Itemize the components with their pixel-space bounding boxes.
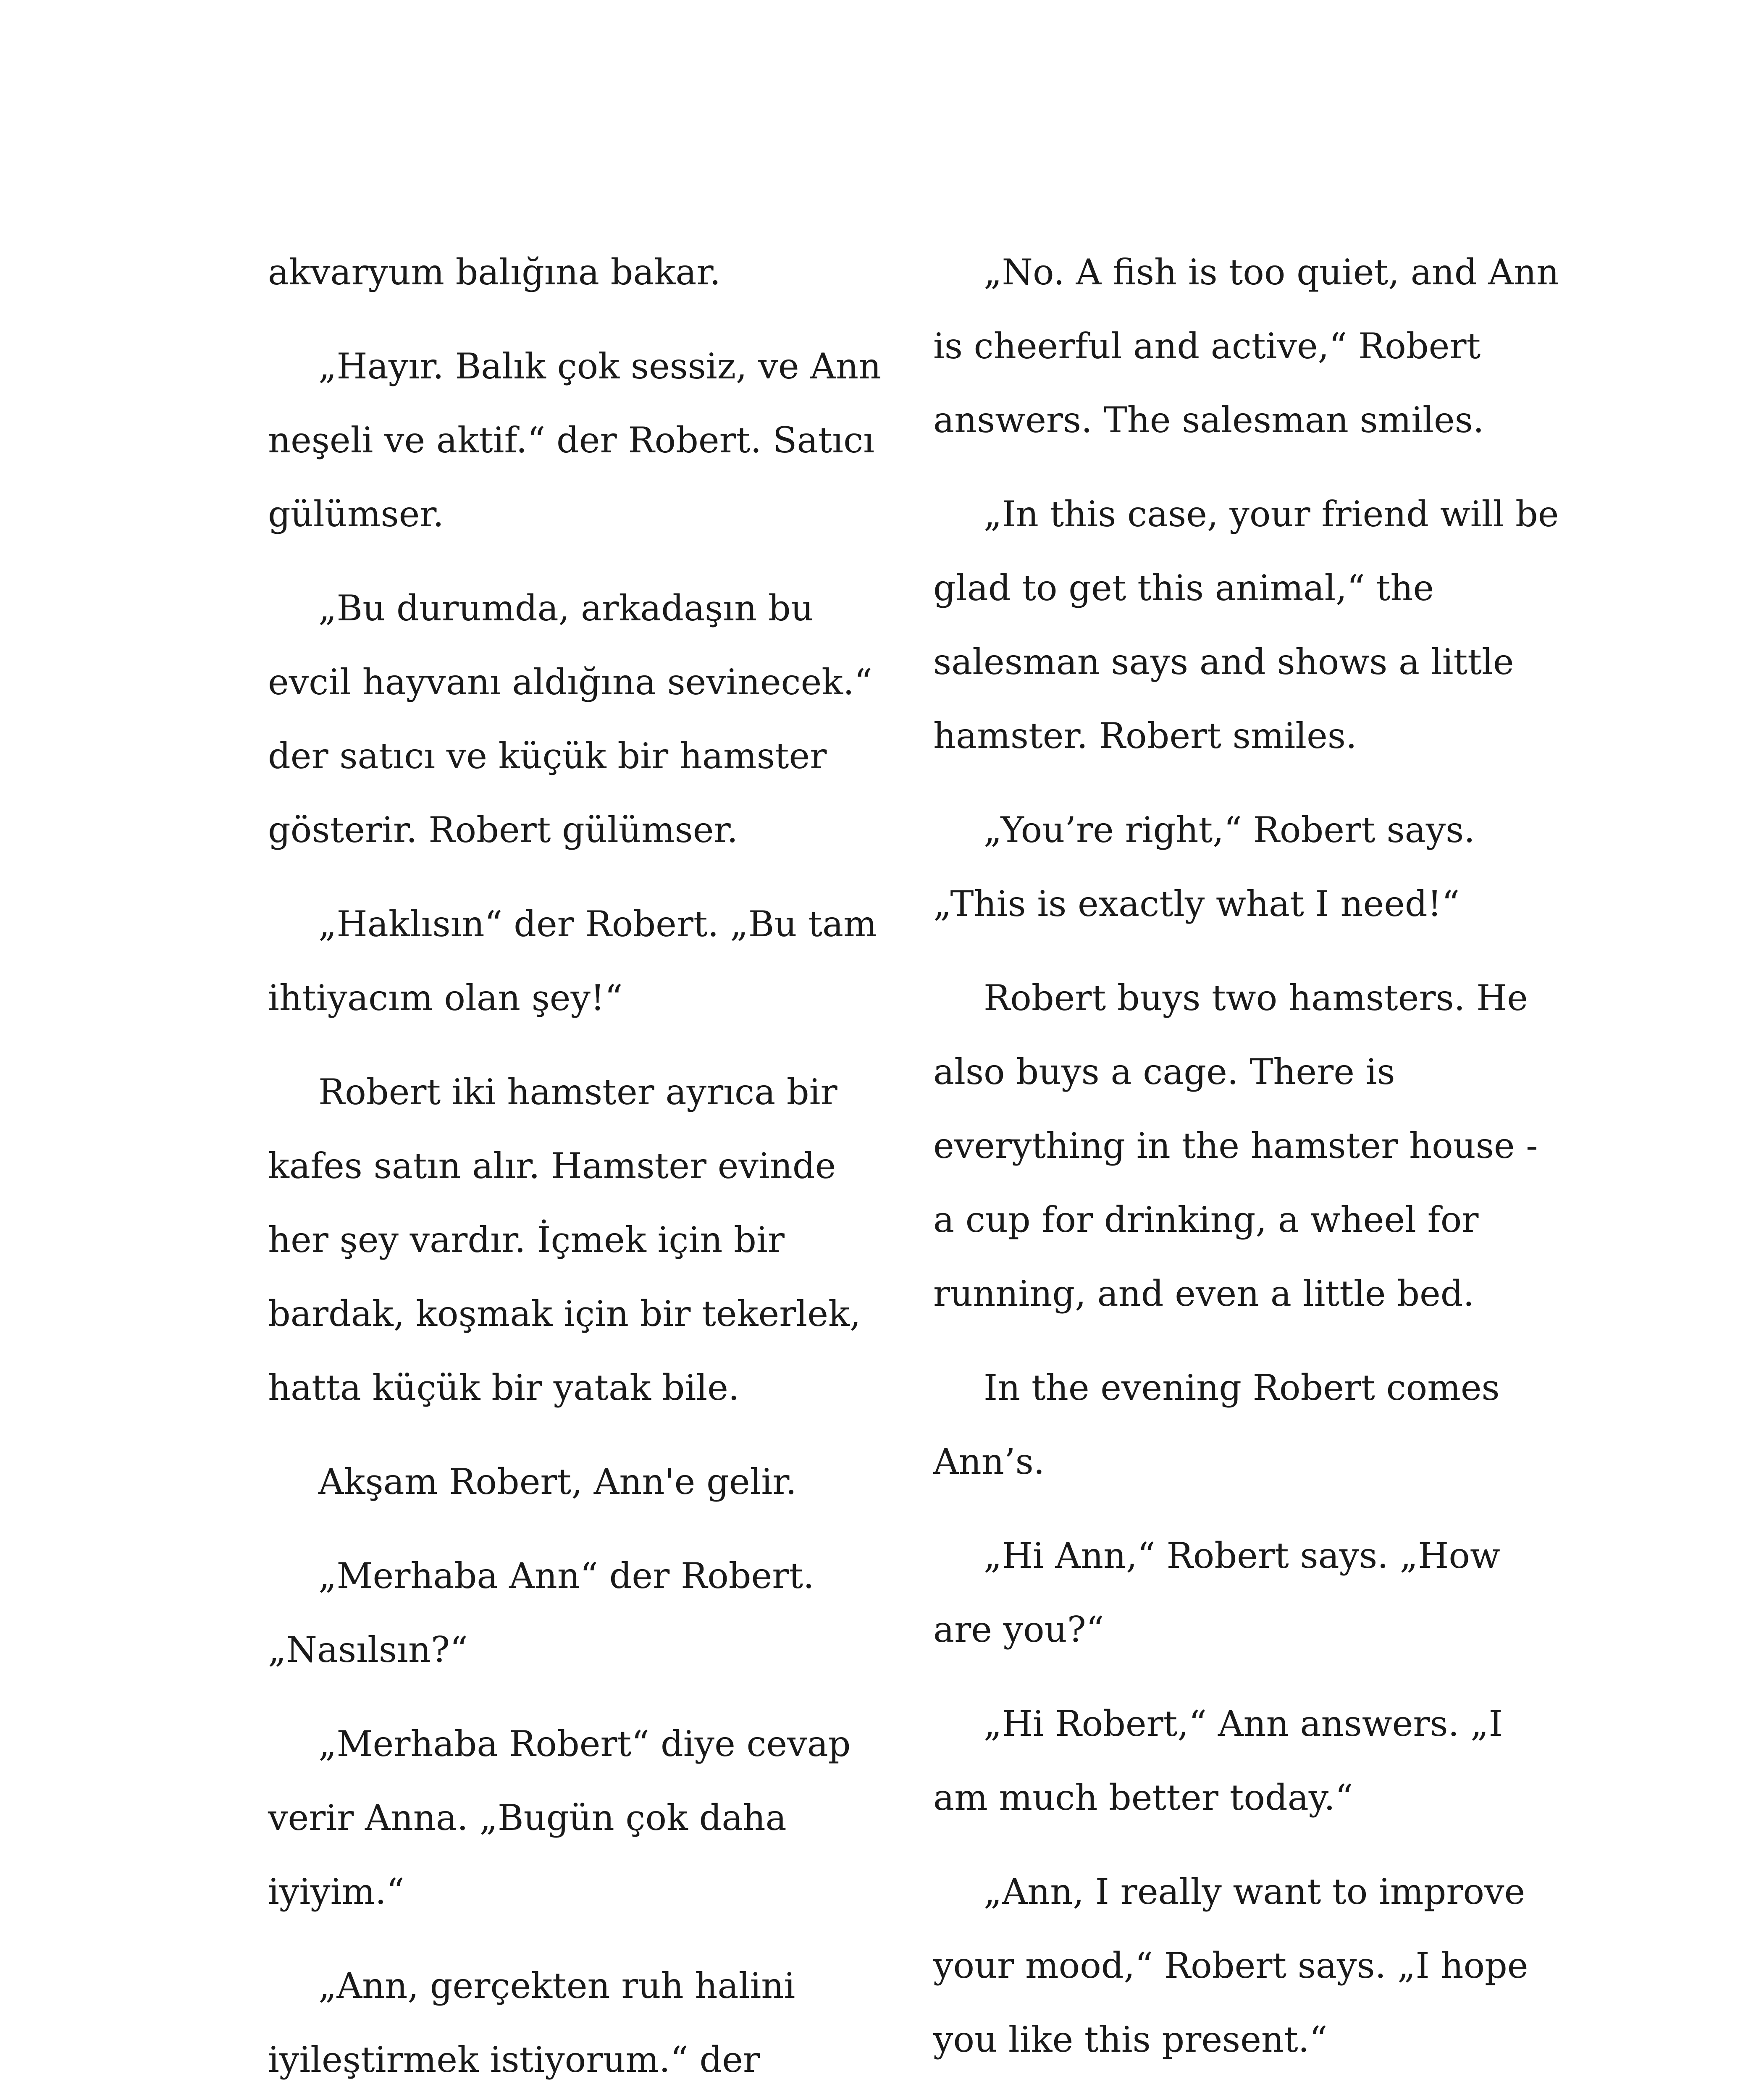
paragraph: Robert iki hamster ayrıca bir kafes satın alır. Hamster evinde her şey vardır. İçmek için bir bardak, koşmak için bir tekerlek, hatta küçük bir yatak bile. — [268, 1071, 861, 1408]
paragraph: „Hayır. Balık çok sessiz, ve Ann neşeli ve aktif.“ der Robert. Satıcı gülümser. — [268, 346, 882, 535]
turkish-text-column — [268, 235, 898, 2100]
paragraph: „Ann, I really want to improve your mood,“ Robert says. „I hope you like this present.“ — [933, 1871, 1528, 2060]
paragraph: „No. A fish is too quiet, and Ann is cheerful and active,“ Robert answers. The salesman smiles. — [933, 252, 1559, 441]
paragraph: In the evening Robert comes Ann’s. — [933, 1367, 1500, 1482]
paragraph: „Hi Ann,“ Robert says. „How are you?“ — [933, 1535, 1500, 1650]
paragraph: „Hi Robert,“ Ann answers. „I am much better today.“ — [933, 1703, 1503, 1818]
paragraph: „Ann, gerçekten ruh halini iyileştirmek istiyorum.“ der — [268, 1965, 795, 2080]
paragraph: „Haklısın“ der Robert. „Bu tam ihtiyacım olan şey!“ — [268, 903, 877, 1018]
paragraph: „Bu durumda, arkadaşın bu evcil hayvanı aldığına sevinecek.“ der satıcı ve küçük bir hamster gösterir. Robert gülümser. — [268, 588, 872, 850]
paragraph: Robert buys two hamsters. He also buys a cage. There is everything in the hamster house - a cup for drinking, a wheel for running, and even a little bed. — [933, 977, 1538, 1314]
paragraph: „You’re right,“ Robert says. „This is exactly what I need!“ — [933, 809, 1475, 924]
paragraph: „Merhaba Robert“ diye cevap verir Anna. „Bugün çok daha iyiyim.“ — [268, 1723, 851, 1912]
english-text-column — [933, 235, 1563, 2097]
paragraph: „Merhaba Ann“ der Robert. „Nasılsın?“ — [268, 1555, 814, 1670]
paragraph: akvaryum balığına bakar. — [268, 252, 721, 293]
paragraph: „In this case, your friend will be glad to get this animal,“ the salesman says and shows a little hamster. Robert smiles. — [933, 494, 1559, 756]
paragraph: Akşam Robert, Ann'e gelir. — [318, 1461, 797, 1502]
